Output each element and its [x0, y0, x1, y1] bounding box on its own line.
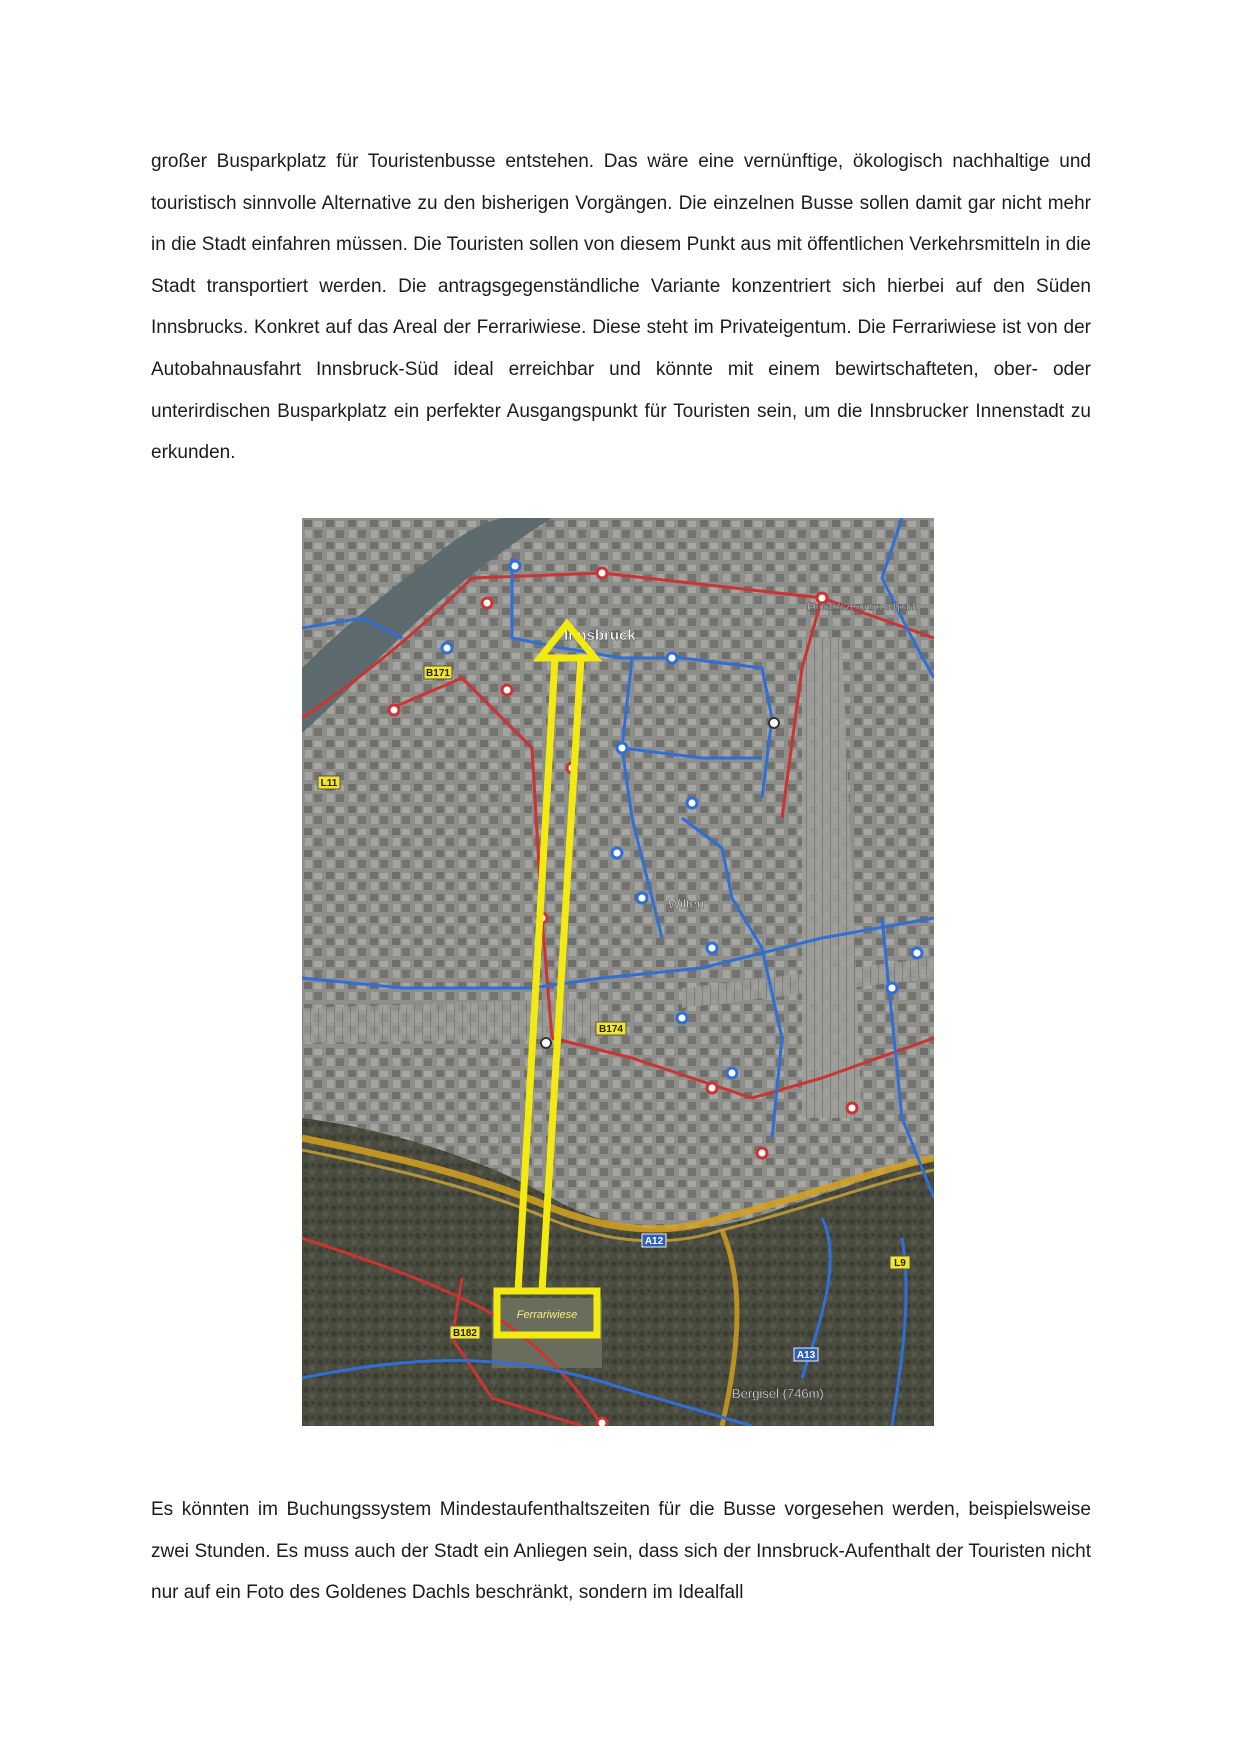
- paragraph-closing: Es könnten im Buchungssystem Mindestaufenthaltszeiten für die Busse vorgesehen werden, beispielsweise zwei Stunden. Es muss auch der Stadt ein Anliegen sein, dass sich der Innsbruck-Aufenthalt der Touristen nicht nur auf ein Foto des Goldenes Dachls beschränkt, sondern im Idealfall: [151, 1499, 1091, 1604]
- paragraph-intro: großer Busparkplatz für Touristenbusse entstehen. Das wäre eine vernünftige, ökologisch nachhaltige und touristisch sinnvolle Alternative zu den bisherigen Vorgängen. Die einzelnen Busse sollen damit gar nicht mehr in die Stadt einfahren müssen. Die Touristen sollen von diesem Punkt aus mit öffentlichen Verkehrsmitteln in die Stadt transportiert werden. Die antragsgegenständliche Variante konzentriert sich hierbei auf den Süden Innsbrucks. Konkret auf das Areal der Ferrariwiese. Diese steht im Privateigentum. Die Ferrariwiese ist von der Autobahnausfahrt Innsbruck-Süd ideal erreichbar und könnte mit einem bewirtschafteten, ober- oder unterirdischen Busparkplatz ein perfekter Ausgangspunkt für Touristen sein, um die Innsbrucker Innenstadt zu erkunden.: [151, 151, 1091, 464]
- map-city-label: Innsbruck: [564, 627, 636, 644]
- shield-b182: B182: [453, 1328, 477, 1339]
- shield-b174: B174: [599, 1024, 623, 1035]
- shield-l9: L9: [894, 1258, 906, 1269]
- map-label-einkaufszentrum: Einkaufszentrum Sillpark: [807, 602, 918, 613]
- map-label-ferrariwiese: Ferrariwiese: [516, 1309, 578, 1321]
- map-label-wilten: Wilten: [668, 896, 705, 911]
- shield-l11: L11: [320, 778, 338, 789]
- map-image: [302, 518, 934, 1426]
- shield-a13: A13: [796, 1350, 816, 1361]
- map-label-bergisel: Bergisel (746m): [732, 1386, 824, 1401]
- shield-a12: A12: [644, 1236, 664, 1247]
- shield-b171: B171: [426, 668, 450, 679]
